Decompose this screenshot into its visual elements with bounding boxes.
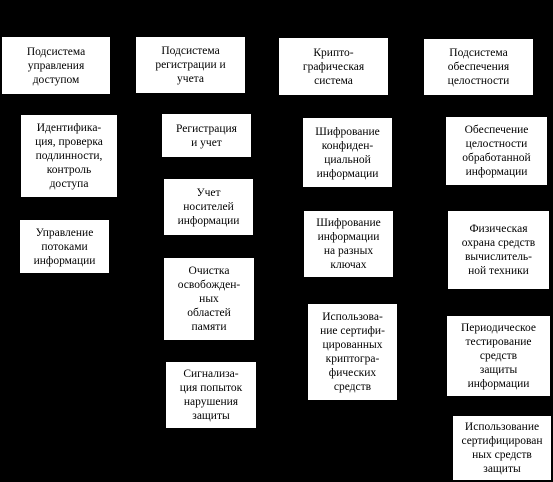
item-periodic-testing: Периодическое тестирование средств защиты информации xyxy=(447,316,550,396)
item-certified-crypto: Использова- ние сертифи- цированных криптогра- фических средств xyxy=(308,304,397,400)
header-integrity: Подсистема обеспечения целостности xyxy=(424,39,533,95)
item-registration: Регистрация и учет xyxy=(162,114,251,157)
item-flow-control: Управление потоками информации xyxy=(20,220,109,273)
header-crypto: Крипто- графическая система xyxy=(279,38,388,95)
item-confidential-encryption: Шифрование конфиден- циальной информации xyxy=(303,118,392,187)
item-integrity-processed: Обеспечение целостности обработанной информации xyxy=(446,117,547,185)
item-certified-protection: Использование сертифицирован ных средств защиты xyxy=(453,416,551,480)
item-memory-clearing: Очистка освобожден- ных областей памяти xyxy=(164,258,254,340)
item-physical-protection: Физическая охрана средств вычислитель- ной техники xyxy=(448,211,549,289)
item-media-accounting: Учет носителей информации xyxy=(164,179,253,235)
item-identification: Идентифика- ция, проверка подлинности, контроль доступа xyxy=(21,115,117,197)
item-intrusion-alarm: Сигнализа- ция попыток нарушения защиты xyxy=(166,362,256,428)
item-key-encryption: Шифрование информации на разных ключах xyxy=(304,211,393,277)
header-registration: Подсистема регистрации и учета xyxy=(136,37,245,93)
header-access-control: Подсистема управления доступом xyxy=(2,37,110,94)
